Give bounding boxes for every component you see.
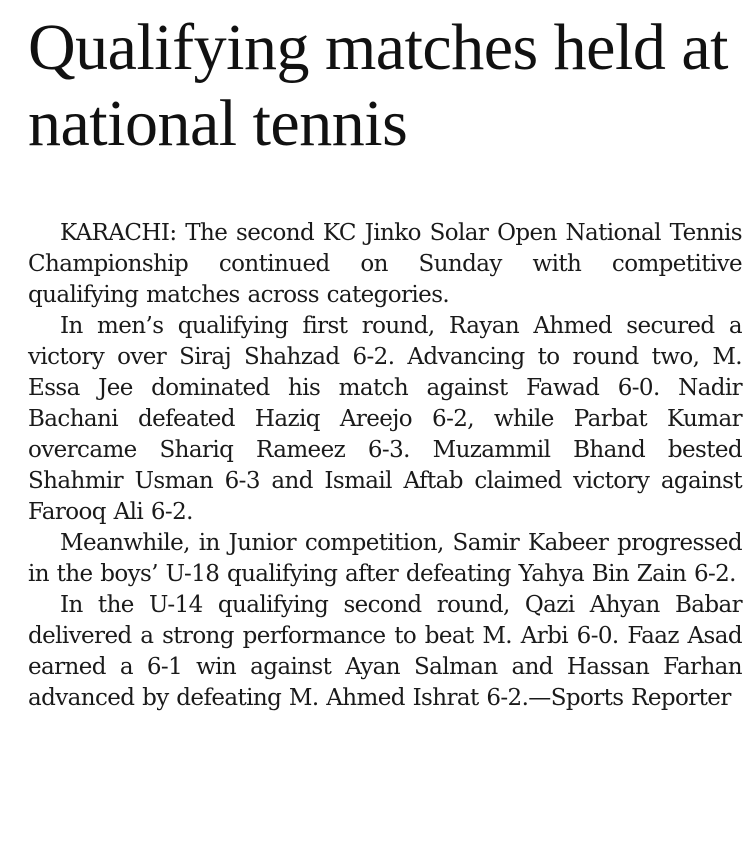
headline: Qualifying matches held at national tennis (28, 11, 728, 160)
paragraph-u14-qualifying: In the U-14 qualifying second round, Qazi Ahyan Babar delivered a strong performance to beat M. Arbi 6-0. Faaz Asad earned a 6-1 win against Ayan Salman and Hassan Farhan advanced by defeating M. Ahmed Ishrat 6-2.—Sports Reporter (28, 592, 742, 711)
article-body (28, 218, 742, 714)
paragraph-junior-competition: Meanwhile, in Junior competition, Samir Kabeer progressed in the boys’ U-18 qualifying after defeating Yahya Bin Zain 6-2. (28, 530, 742, 587)
news-article (28, 10, 742, 714)
paragraph-intro: KARACHI: The second KC Jinko Solar Open National Tennis Championship continued on Sunday with competitive qualifying matches across categories. (28, 220, 742, 308)
paragraph-mens-qualifying: In men’s qualifying first round, Rayan Ahmed secured a victory over Siraj Shahzad 6-2. Advancing to round two, M. Essa Jee dominated his match against Fawad 6-0. Nadir Bachani defeated Haziq Areejo 6-2, while Parbat Kumar overcame Shariq Rameez 6-3. Muzammil Bhand bested Shahmir Usman 6-3 and Ismail Aftab claimed victory against Farooq Ali 6-2. (28, 313, 742, 525)
